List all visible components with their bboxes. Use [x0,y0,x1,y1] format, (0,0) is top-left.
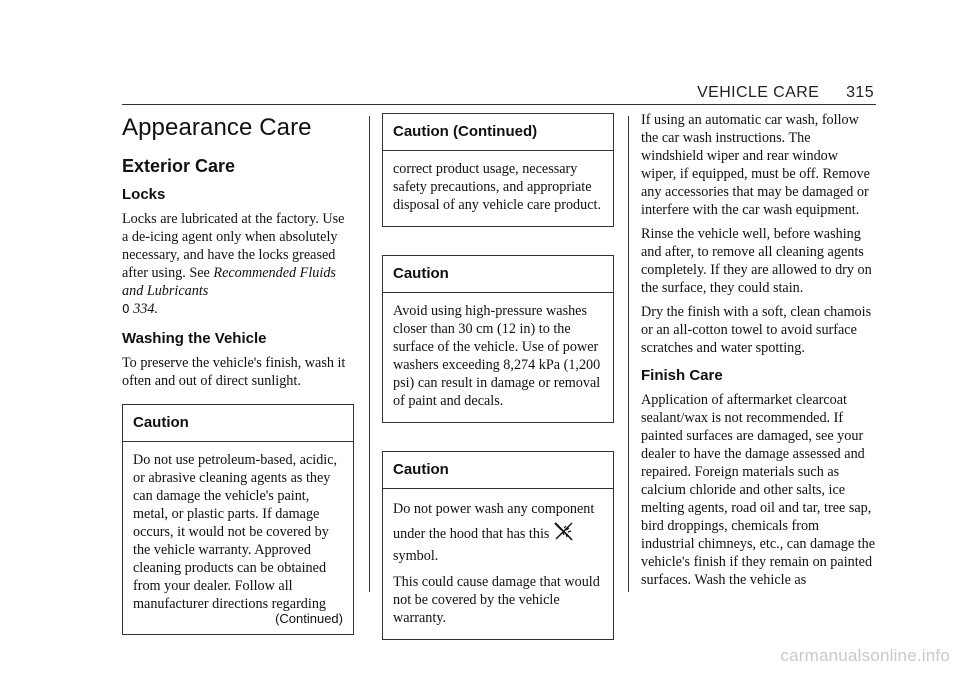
caution-body-text: Do not power wash any component under the hood that has this [393,501,595,542]
section-heading-exterior-care: Exterior Care [122,156,236,176]
caution-body-text: symbol. [393,548,439,564]
column-3 [641,111,875,595]
subheading-washing: Washing the Vehicle [122,330,267,347]
caution-heading: Caution (Continued) [383,114,613,151]
section-title: VEHICLE CARE [697,84,820,101]
washing-paragraph: To preserve the vehicle's finish, wash it often and out of direct sunlight. [122,355,346,389]
caution-body-2: This could cause damage that would not be covered by the vehicle warranty. [393,574,600,626]
subheading-locks: Locks [122,186,166,203]
caution-body: correct product usage, necessary safety precautions, and appropriate disposal of any vehicle care product. [393,161,602,213]
dry-paragraph: Dry the finish with a soft, clean chamois or an all-cotton towel to avoid surface scratches and water spotting. [641,304,872,356]
no-power-wash-icon [553,520,575,542]
cross-reference-page: 334. [133,301,159,317]
car-wash-paragraph: If using an automatic car wash, follow the car wash instructions. The windshield wiper and rear window wiper, if equipped, must be off. Remove any accessories that may be damaged or interfere with the car wash equipment. [641,112,870,218]
page-number: 315 [846,84,874,101]
rinse-paragraph: Rinse the vehicle well, before washing and after, to remove all cleaning agents completely. If they are allowed to dry on the surface, they could stain. [641,226,872,296]
caution-body: Avoid using high-pressure washes closer than 30 cm (12 in) to the surface of the vehicle. Use of power washers exceeding 8,274 kPa (1,200 psi) can result in damage or removal of paint and decals. [393,303,601,409]
caution-box-2 [382,255,614,423]
cross-reference-text: Recommended Fluids and Lubricants [122,265,336,299]
page-title: Appearance Care [122,114,312,141]
column-1 [122,108,354,635]
subheading-finish-care: Finish Care [641,367,723,384]
caution-heading: Caution [383,452,613,489]
caution-body [393,498,603,567]
column-divider-2 [628,116,629,592]
header-rule [122,104,876,105]
finish-care-paragraph: Application of aftermarket clearcoat sealant/wax is not recommended. If painted surfaces are damaged, see your dealer to have the damage assessed and repaired. Foreign materials such as calcium chloride and other salts, ice melting agents, road oil and tar, tree sap, bird droppings, chemicals from industrial chimneys, etc., can damage the vehicle's finish if they remain on painted surfaces. Wash the vehicle as [641,392,876,588]
continued-label: (Continued) [275,611,343,626]
page-header [697,84,874,102]
column-2 [382,113,614,640]
watermark: carmanualsonline.info [780,646,950,665]
locks-body: Locks are lubricated at the factory. Use a de-icing agent only when absolutely necessary, and have the locks greased after using. See [122,211,345,281]
page-reference-icon: 0 [122,302,130,316]
locks-paragraph [122,210,354,318]
caution-heading: Caution [123,405,353,442]
caution-box-continued [382,113,614,227]
column-divider-1 [369,116,370,592]
caution-body: Do not use petroleum-based, acidic, or abrasive cleaning agents as they can damage the vehicle's paint, metal, or plastic parts. If damage occurs, it would not be covered by the vehicle warranty. Approved cleaning products can be obtained from your dealer. Follow all manufacturer directions regarding [133,452,338,612]
caution-heading: Caution [383,256,613,293]
caution-box-3 [382,451,614,640]
caution-box-1 [122,404,354,635]
